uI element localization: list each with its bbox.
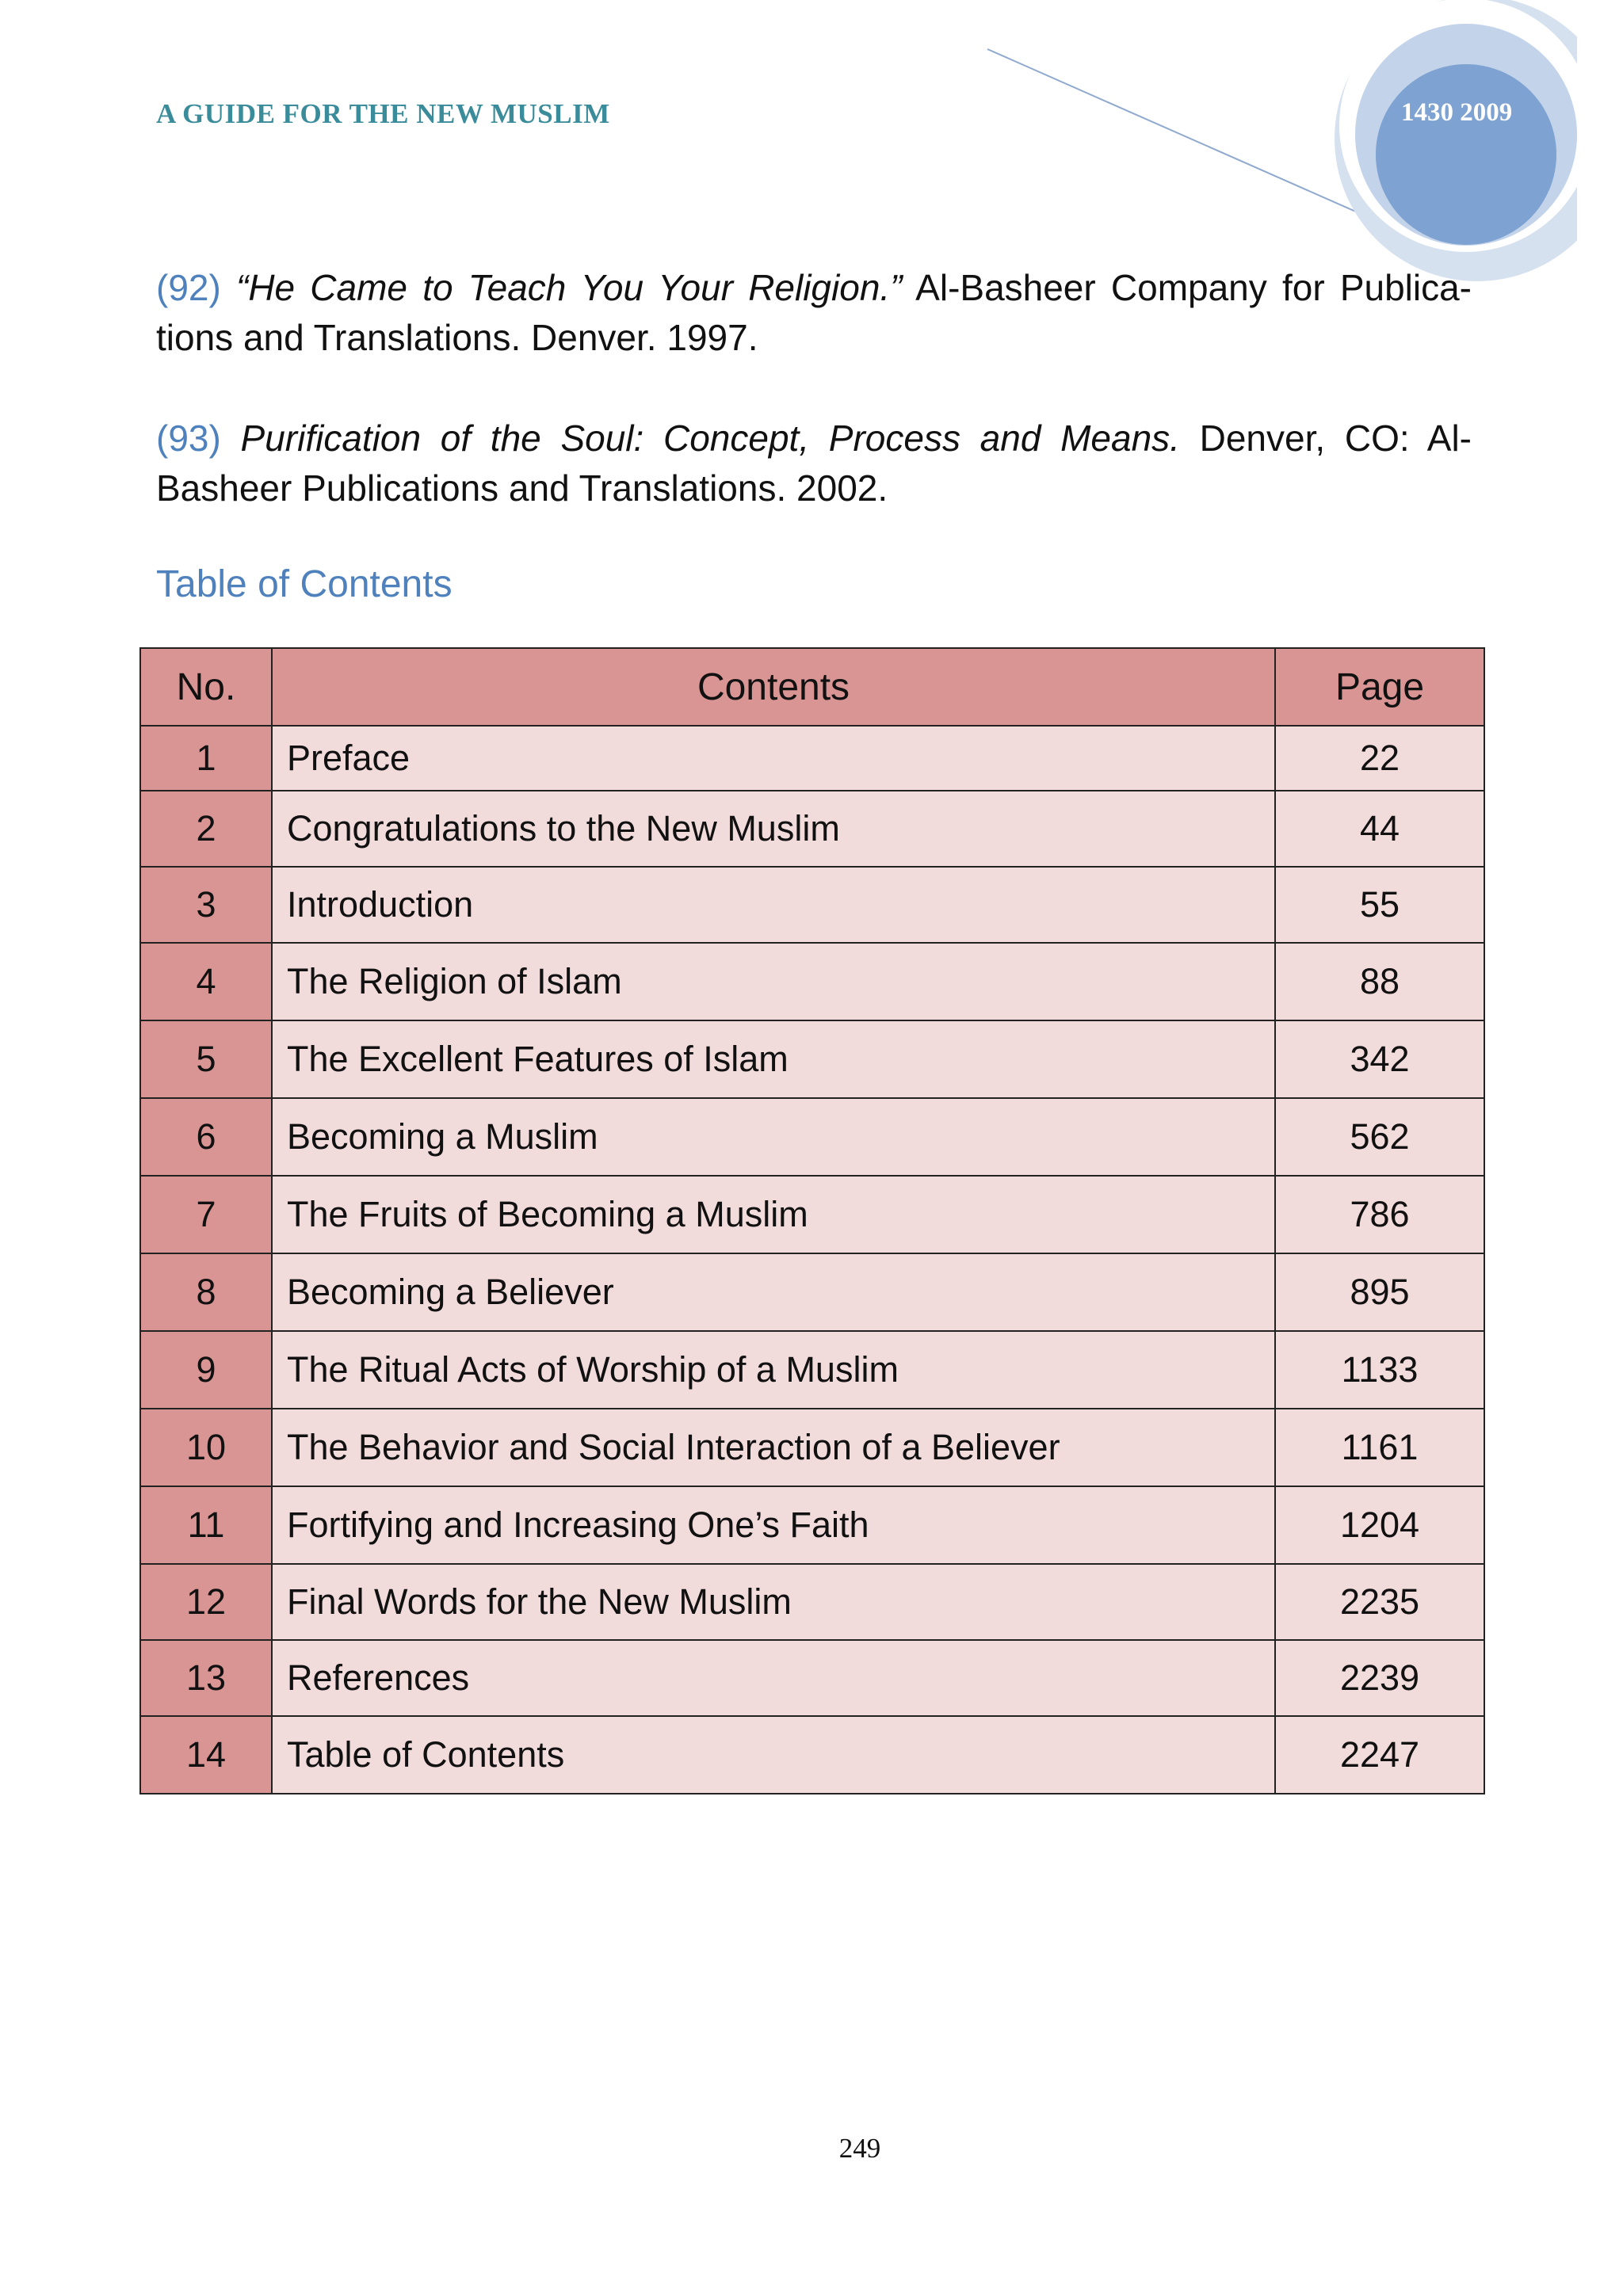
section-heading: Table of Contents [156, 563, 453, 605]
running-header-year: 1430 2009 [1401, 98, 1513, 127]
table-row [140, 1098, 1484, 1176]
entry-title: The Religion of Islam [272, 943, 1275, 1020]
entry-number: 8 [140, 1253, 272, 1331]
entry-title: Preface [272, 726, 1275, 791]
entry-page: 2239 [1275, 1640, 1484, 1716]
entry-title: References [272, 1640, 1275, 1716]
reference-number: (93) [156, 418, 221, 459]
entry-title: Final Words for the New Muslim [272, 1564, 1275, 1640]
entry-title: Becoming a Believer [272, 1253, 1275, 1331]
reference-number: (92) [156, 267, 221, 308]
column-header-number: No. [140, 648, 272, 726]
entry-number: 13 [140, 1640, 272, 1716]
entry-number: 12 [140, 1564, 272, 1640]
entry-page: 44 [1275, 791, 1484, 867]
table-row [140, 1486, 1484, 1564]
running-header-title: A GUIDE FOR THE NEW MUSLIM [156, 98, 610, 129]
table-row [140, 943, 1484, 1020]
header-decoration [0, 0, 1623, 285]
entry-page: 895 [1275, 1253, 1484, 1331]
entry-title: The Ritual Acts of Worship of a Muslim [272, 1331, 1275, 1409]
entry-number: 10 [140, 1409, 272, 1486]
reference-title: Purification of the Soul: Concept, Process and Means. [240, 418, 1180, 459]
reference-93 [156, 414, 1472, 513]
table-row [140, 1253, 1484, 1331]
entry-page: 55 [1275, 867, 1484, 943]
entry-title: Fortifying and Increasing One’s Faith [272, 1486, 1275, 1564]
table-row [140, 1716, 1484, 1794]
table-row [140, 726, 1484, 791]
page-number: 249 [838, 2133, 881, 2164]
reference-92 [156, 263, 1472, 363]
table-row [140, 1176, 1484, 1253]
entry-title: Becoming a Muslim [272, 1098, 1275, 1176]
entry-number: 9 [140, 1331, 272, 1409]
entry-page: 562 [1275, 1098, 1484, 1176]
entry-number: 14 [140, 1716, 272, 1794]
header-decoration-mask [1577, 0, 1623, 285]
reference-details: Al-Basheer Company for Publica-tions and Translations. Denver. 1997. [156, 267, 1472, 358]
entry-title: Congratulations to the New Muslim [272, 791, 1275, 867]
entry-number: 11 [140, 1486, 272, 1564]
header-decoration-inner-circle [1376, 64, 1556, 245]
entry-page: 1133 [1275, 1331, 1484, 1409]
reference-title: “He Came to Teach You Your Religion.” [236, 267, 903, 308]
entry-title: Table of Contents [272, 1716, 1275, 1794]
entry-page: 88 [1275, 943, 1484, 1020]
column-header-page: Page [1275, 648, 1484, 726]
entry-number: 7 [140, 1176, 272, 1253]
entry-title: The Fruits of Becoming a Muslim [272, 1176, 1275, 1253]
entry-number: 4 [140, 943, 272, 1020]
table-row [140, 1331, 1484, 1409]
entry-number: 5 [140, 1020, 272, 1098]
table-row [140, 867, 1484, 943]
entry-page: 1204 [1275, 1486, 1484, 1564]
table-header-row [140, 648, 1484, 726]
entry-page: 342 [1275, 1020, 1484, 1098]
column-header-contents: Contents [272, 648, 1275, 726]
table-row [140, 1640, 1484, 1716]
entry-page: 786 [1275, 1176, 1484, 1253]
entry-title: The Behavior and Social Interaction of a Believer [272, 1409, 1275, 1486]
entry-page: 1161 [1275, 1409, 1484, 1486]
entry-number: 3 [140, 867, 272, 943]
entry-title: The Excellent Features of Islam [272, 1020, 1275, 1098]
table-row [140, 1409, 1484, 1486]
entry-number: 1 [140, 726, 272, 791]
entry-page: 22 [1275, 726, 1484, 791]
entry-number: 6 [140, 1098, 272, 1176]
entry-number: 2 [140, 791, 272, 867]
entry-title: Introduction [272, 867, 1275, 943]
table-row [140, 1564, 1484, 1640]
entry-page: 2247 [1275, 1716, 1484, 1794]
entry-page: 2235 [1275, 1564, 1484, 1640]
reference-details: Denver, CO: Al-Basheer Publications and Translations. 2002. [156, 418, 1472, 509]
table-row [140, 1020, 1484, 1098]
table-of-contents [139, 647, 1485, 1794]
table-row [140, 791, 1484, 867]
table-body [140, 726, 1484, 1794]
